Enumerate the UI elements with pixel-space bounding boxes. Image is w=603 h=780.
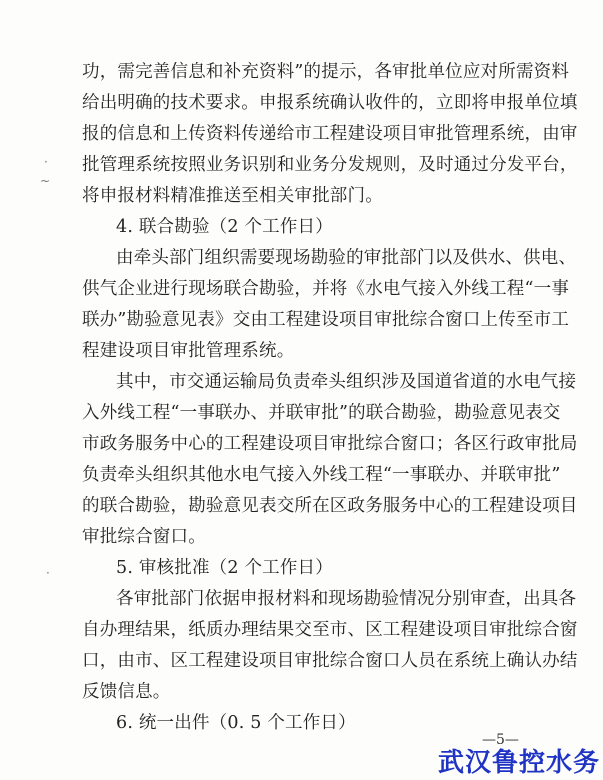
paragraph-line: 批管理系统按照业务识别和业务分发规则，及时通过分发平台，	[82, 155, 578, 175]
paragraph-line: 审批综合窗口。	[82, 527, 206, 547]
paragraph-line: 口，由市、区工程建设项目审批综合窗口人员在系统上确认办结	[82, 651, 578, 671]
page-number: —5—	[482, 732, 519, 748]
paragraph-line: 自办理结果，纸质办理结果交至市、区工程建设项目审批综合窗	[82, 620, 578, 640]
paragraph-line: 联办”勘验意见表》交由工程建设项目审批综合窗口上传至市工	[82, 310, 570, 330]
section-heading-joint-inspection: 4. 联合勘验（2 个工作日）	[116, 217, 333, 237]
scan-mark: ~	[40, 174, 51, 188]
paragraph-line: 给出明确的技术要求。申报系统确认收件的，立即将申报单位填	[82, 93, 578, 113]
scan-mark: ·	[46, 566, 50, 580]
watermark-text: 武汉鲁控水务	[438, 748, 601, 778]
paragraph-line: 入外线工程“一事联办、并联审批”的联合勘验，勘验意见表交	[82, 403, 561, 423]
section-heading-unified-issuance: 6. 统一出件（0. 5 个工作日）	[116, 713, 356, 733]
paragraph-line: 报的信息和上传资料传递给市工程建设项目审批管理系统，由审	[82, 124, 578, 144]
paragraph-line: 各审批部门依据申报材料和现场勘验情况分别审查，出具各	[116, 589, 577, 609]
paragraph-line: 反馈信息。	[82, 682, 171, 702]
paragraph-line: 由牵头部门组织需要现场勘验的审批部门以及供水、供电、	[116, 248, 577, 268]
section-heading-review-approval: 5. 审核批准（2 个工作日）	[116, 558, 333, 578]
scan-mark: ·	[44, 155, 48, 169]
paragraph-line: 的联合勘验，勘验意见表交所在区政务服务中心的工程建设项目	[82, 496, 578, 516]
paragraph-line: 负责牵头组织其他水电气接入外线工程“一事联办、并联审批”	[82, 465, 561, 485]
paragraph-line: 市政务服务中心的工程建设项目审批综合窗口；各区行政审批局	[82, 434, 578, 454]
paragraph-line: 程建设项目审批管理系统。	[82, 341, 295, 361]
paragraph-line: 功，需完善信息和补充资料”的提示，各审批单位应对所需资料	[82, 62, 570, 82]
paragraph-line: 将申报材料精准推送至相关审批部门。	[82, 186, 383, 206]
paragraph-line: 其中，市交通运输局负责牵头组织涉及国道省道的水电气接	[116, 372, 577, 392]
paragraph-line: 供气企业进行现场联合勘验，并将《水电气接入外线工程“一事	[82, 279, 570, 299]
